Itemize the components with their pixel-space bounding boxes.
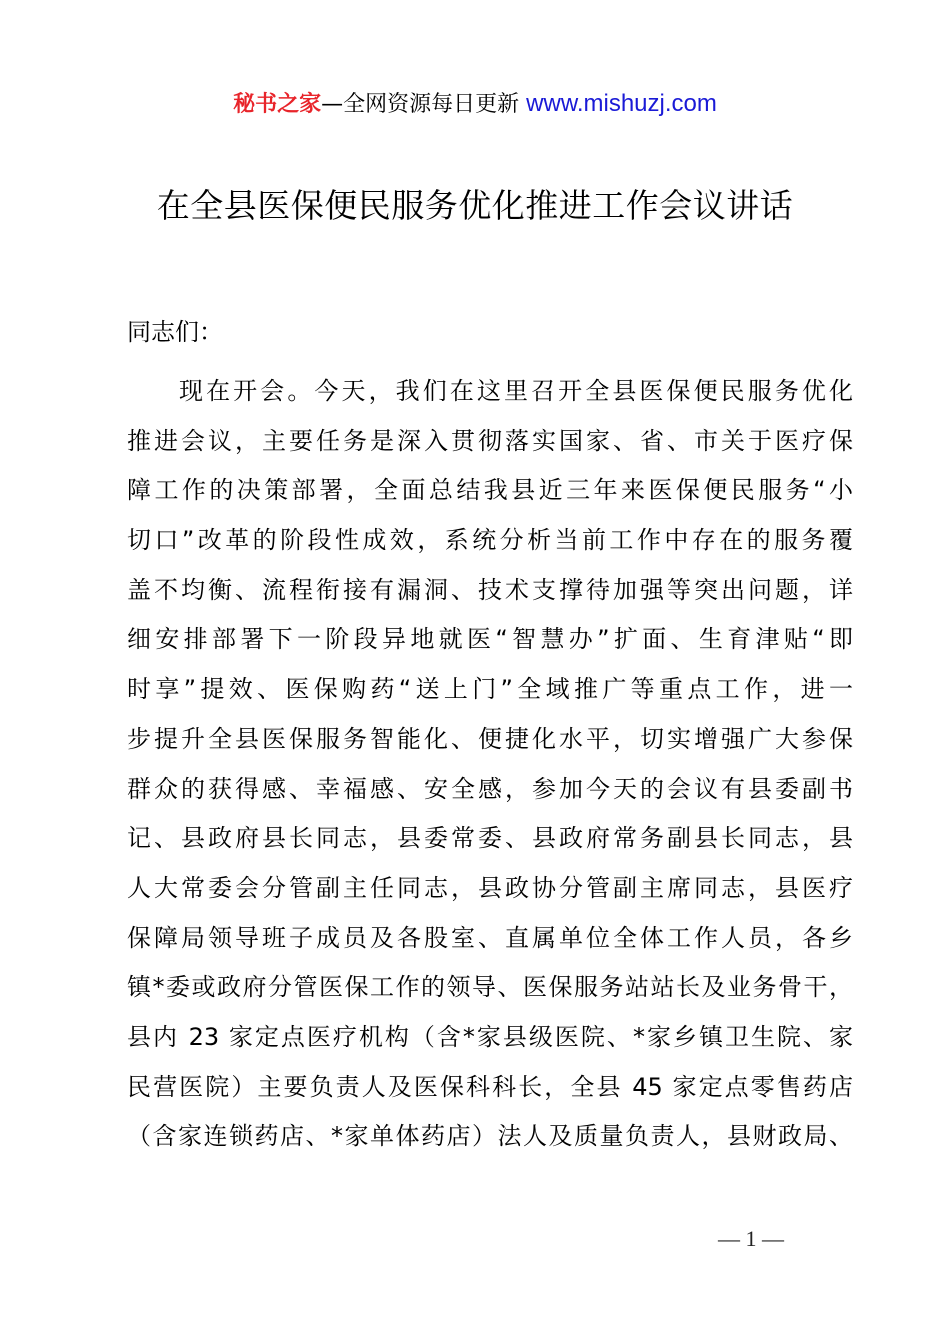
text-line: 县内 23 家定点医疗机构（含*家县级医院、*家乡镇卫生院、家 bbox=[127, 1022, 853, 1051]
text-line: 细安排部署下一阶段异地就医“智慧办”扩面、生育津贴“即 bbox=[127, 625, 853, 654]
text-line: （含家连锁药店、*家单体药店）法人及质量负责人，县财政局、 bbox=[127, 1122, 853, 1151]
text-line: 群众的获得感、幸福感、安全感，参加今天的会议有县委副书 bbox=[127, 774, 853, 803]
text-line: 保障局领导班子成员及各股室、直属单位全体工作人员，各乡 bbox=[127, 923, 853, 952]
text-line: 推进会议，主要任务是深入贯彻落实国家、省、市关于医疗保 bbox=[127, 426, 853, 455]
brand-name: 秘书之家 bbox=[233, 92, 322, 117]
banner-tagline: —全网资源每日更新 bbox=[321, 92, 527, 117]
document-title: 在全县医保便民服务优化推进工作会议讲话 bbox=[156, 186, 794, 225]
text-line: 障工作的决策部署，全面总结我县近三年来医保便民服务“小 bbox=[127, 476, 853, 505]
text-line: 记、县政府县长同志，县委常委、县政府常务副县长同志，县 bbox=[127, 824, 853, 853]
text-line: 步提升全县医保服务智能化、便捷化水平，切实增强广大参保 bbox=[127, 724, 853, 753]
text-line: 现在开会。今天，我们在这里召开全县医保便民服务优化 bbox=[179, 377, 853, 405]
text-line: 切口”改革的阶段性成效，系统分析当前工作中存在的服务覆 bbox=[127, 526, 853, 555]
text-line: 人大常委会分管副主任同志，县政协分管副主席同志，县医疗 bbox=[127, 873, 853, 902]
text-line: 盖不均衡、流程衔接有漏洞、技术支撑待加强等突出问题，详 bbox=[127, 575, 853, 604]
site-url[interactable]: www.mishuzj.com bbox=[526, 90, 717, 117]
text-line: 镇*委或政府分管医保工作的领导、医保服务站站长及业务骨干， bbox=[127, 973, 853, 1002]
salutation: 同志们： bbox=[127, 318, 223, 346]
text-line: 时享”提效、医保购药“送上门”全域推广等重点工作，进一 bbox=[127, 675, 853, 704]
page-number: — 1 — bbox=[718, 1226, 784, 1251]
site-banner bbox=[0, 86, 950, 123]
body-paragraph bbox=[127, 367, 853, 1162]
text-line: 民营医院）主要负责人及医保科科长，全县 45 家定点零售药店 bbox=[127, 1072, 853, 1101]
